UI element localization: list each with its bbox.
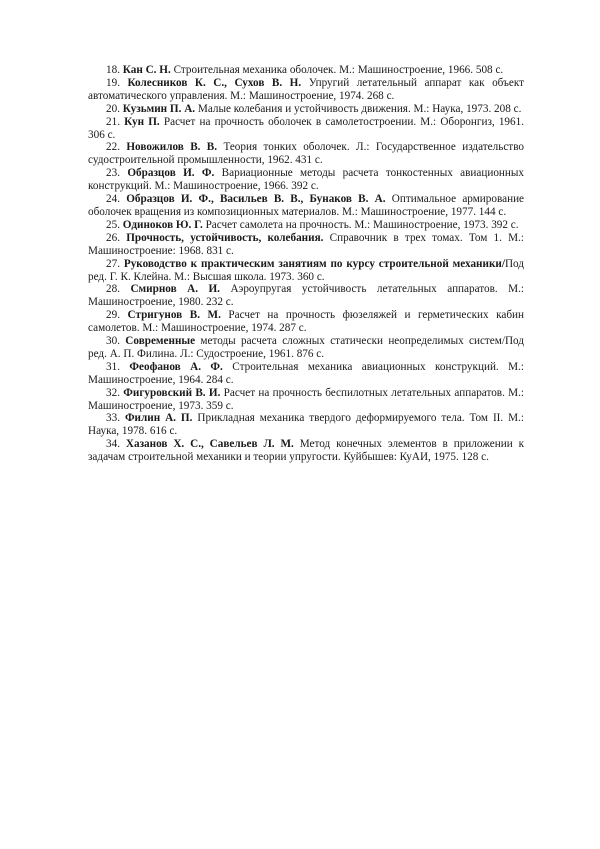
reference-text: Расчет на прочность беспилотных летательных аппаратов. М.: Машиностроение, 1973. 359 с. xyxy=(88,386,525,412)
reference-item xyxy=(88,438,524,464)
reference-list xyxy=(88,64,524,464)
reference-author: Кан С. Н. xyxy=(122,64,171,76)
reference-item xyxy=(88,103,524,116)
reference-text: методы расчета сложных статически неопределимых систем/Под ред. А. П. Филина. Л.: Судостроение, 1961. 876 с. xyxy=(88,335,524,360)
reference-item xyxy=(88,64,524,77)
reference-text: Малые колебания и устойчивость движения. М.: Наука, 1973. 208 с. xyxy=(197,102,522,115)
reference-number: 28. xyxy=(106,283,120,296)
reference-text: Расчет самолета на прочность. М.: Машиностроение, 1973. 392 с. xyxy=(205,218,519,231)
reference-author: Смирнов А. И. xyxy=(130,283,220,296)
reference-number: 20. xyxy=(106,102,120,115)
reference-author: Колесников К. С., Сухов В. Н. xyxy=(127,76,302,89)
reference-item xyxy=(88,309,524,335)
reference-author: Образцов И. Ф. xyxy=(127,167,215,180)
reference-author: Одиноков Ю. Г. xyxy=(122,218,203,231)
reference-text: Строительная механика оболочек. М.: Машиностроение, 1966. 508 с. xyxy=(173,64,504,76)
reference-number: 27. xyxy=(106,257,120,270)
reference-text: Справочник в трех томах. Том 1. М.: Машиностроение: 1968. 831 с. xyxy=(88,231,525,257)
reference-author: Прочность, устойчивость, колебания. xyxy=(126,231,324,244)
reference-text: Под ред. Г. К. Клейна. М.: Высшая школа. 1973. 360 с. xyxy=(88,257,524,283)
reference-item xyxy=(88,335,524,361)
reference-number: 32. xyxy=(106,386,120,399)
reference-number: 30. xyxy=(106,335,120,348)
reference-author: Филин А. П. xyxy=(124,412,193,425)
reference-text: Оптимальное армирование оболочек вращения из композиционных материалов. М.: Машиностроение, 1977. 144 с. xyxy=(88,193,525,218)
reference-number: 33. xyxy=(106,412,120,425)
reference-author: Кун П. xyxy=(124,115,160,128)
reference-text: Метод конечных элементов в приложении к задачам строительной механики и теории упругости. Куйбышев: КуАИ, 1975. 128 с. xyxy=(88,438,525,464)
reference-text: Аэроупругая устойчивость летательных аппаратов. М.: Машиностроение, 1980. 232 с. xyxy=(88,283,525,309)
reference-text: Упругий летательный аппарат как объект автоматического управления. М.: Машиностроение, 1974. 268 с. xyxy=(88,76,525,102)
reference-text: Расчет на прочность оболочек в самолетостроении. М.: Оборонгиз, 1961. 306 с. xyxy=(88,115,524,141)
reference-item xyxy=(88,116,524,142)
reference-item xyxy=(88,283,524,309)
reference-number: 19. xyxy=(106,76,120,89)
reference-number: 22. xyxy=(106,141,120,154)
reference-author: Стригунов В. М. xyxy=(127,309,221,322)
reference-text: Теория тонких оболочек. Л.: Государственное издательство судостроительной промышленности, 1962. 431 с. xyxy=(88,141,524,167)
reference-item xyxy=(88,412,524,438)
reference-item xyxy=(88,387,524,413)
reference-number: 31. xyxy=(106,360,120,373)
reference-item xyxy=(88,77,524,103)
reference-author: Феофанов А. Ф. xyxy=(129,360,223,373)
reference-number: 25. xyxy=(106,218,120,231)
reference-number: 18. xyxy=(106,64,120,76)
reference-item xyxy=(88,219,524,232)
reference-number: 26. xyxy=(106,231,120,244)
reference-item xyxy=(88,167,524,193)
reference-author: Хазанов Х. С., Савельев Л. М. xyxy=(125,438,294,451)
reference-number: 21. xyxy=(106,115,120,128)
reference-item xyxy=(88,193,524,219)
reference-author: Руководство к практическим занятиям по курсу строительной механики/ xyxy=(123,257,505,270)
reference-text: Расчет на прочность фюзеляжей и герметических кабин самолетов. М.: Машиностроение, 1974. 287 с. xyxy=(88,309,525,335)
reference-item xyxy=(88,361,524,387)
reference-item xyxy=(88,232,524,258)
reference-author: Фигуровский В. И. xyxy=(123,386,221,399)
reference-text: Прикладная механика твердого деформируемого тела. Том II. М.: Наука, 1978. 616 с. xyxy=(88,412,524,438)
reference-item xyxy=(88,141,524,167)
reference-text: Строительная механика авиационных конструкций. М.: Машиностроение, 1964. 284 с. xyxy=(88,360,524,386)
reference-text: Вариационные методы расчета тонкостенных авиационных конструкций. М.: Машиностроение, 1966. 392 с. xyxy=(88,167,524,193)
reference-number: 24. xyxy=(106,193,120,206)
reference-author: Образцов И. Ф., Васильев В. В., Бунаков В. А. xyxy=(126,193,386,206)
reference-number: 29. xyxy=(106,309,120,322)
reference-number: 34. xyxy=(106,438,120,451)
reference-author: Новожилов В. В. xyxy=(126,141,218,154)
reference-author: Современные xyxy=(125,335,196,348)
reference-number: 23. xyxy=(106,167,120,180)
reference-item xyxy=(88,258,524,284)
reference-author: Кузьмин П. А. xyxy=(122,102,196,115)
